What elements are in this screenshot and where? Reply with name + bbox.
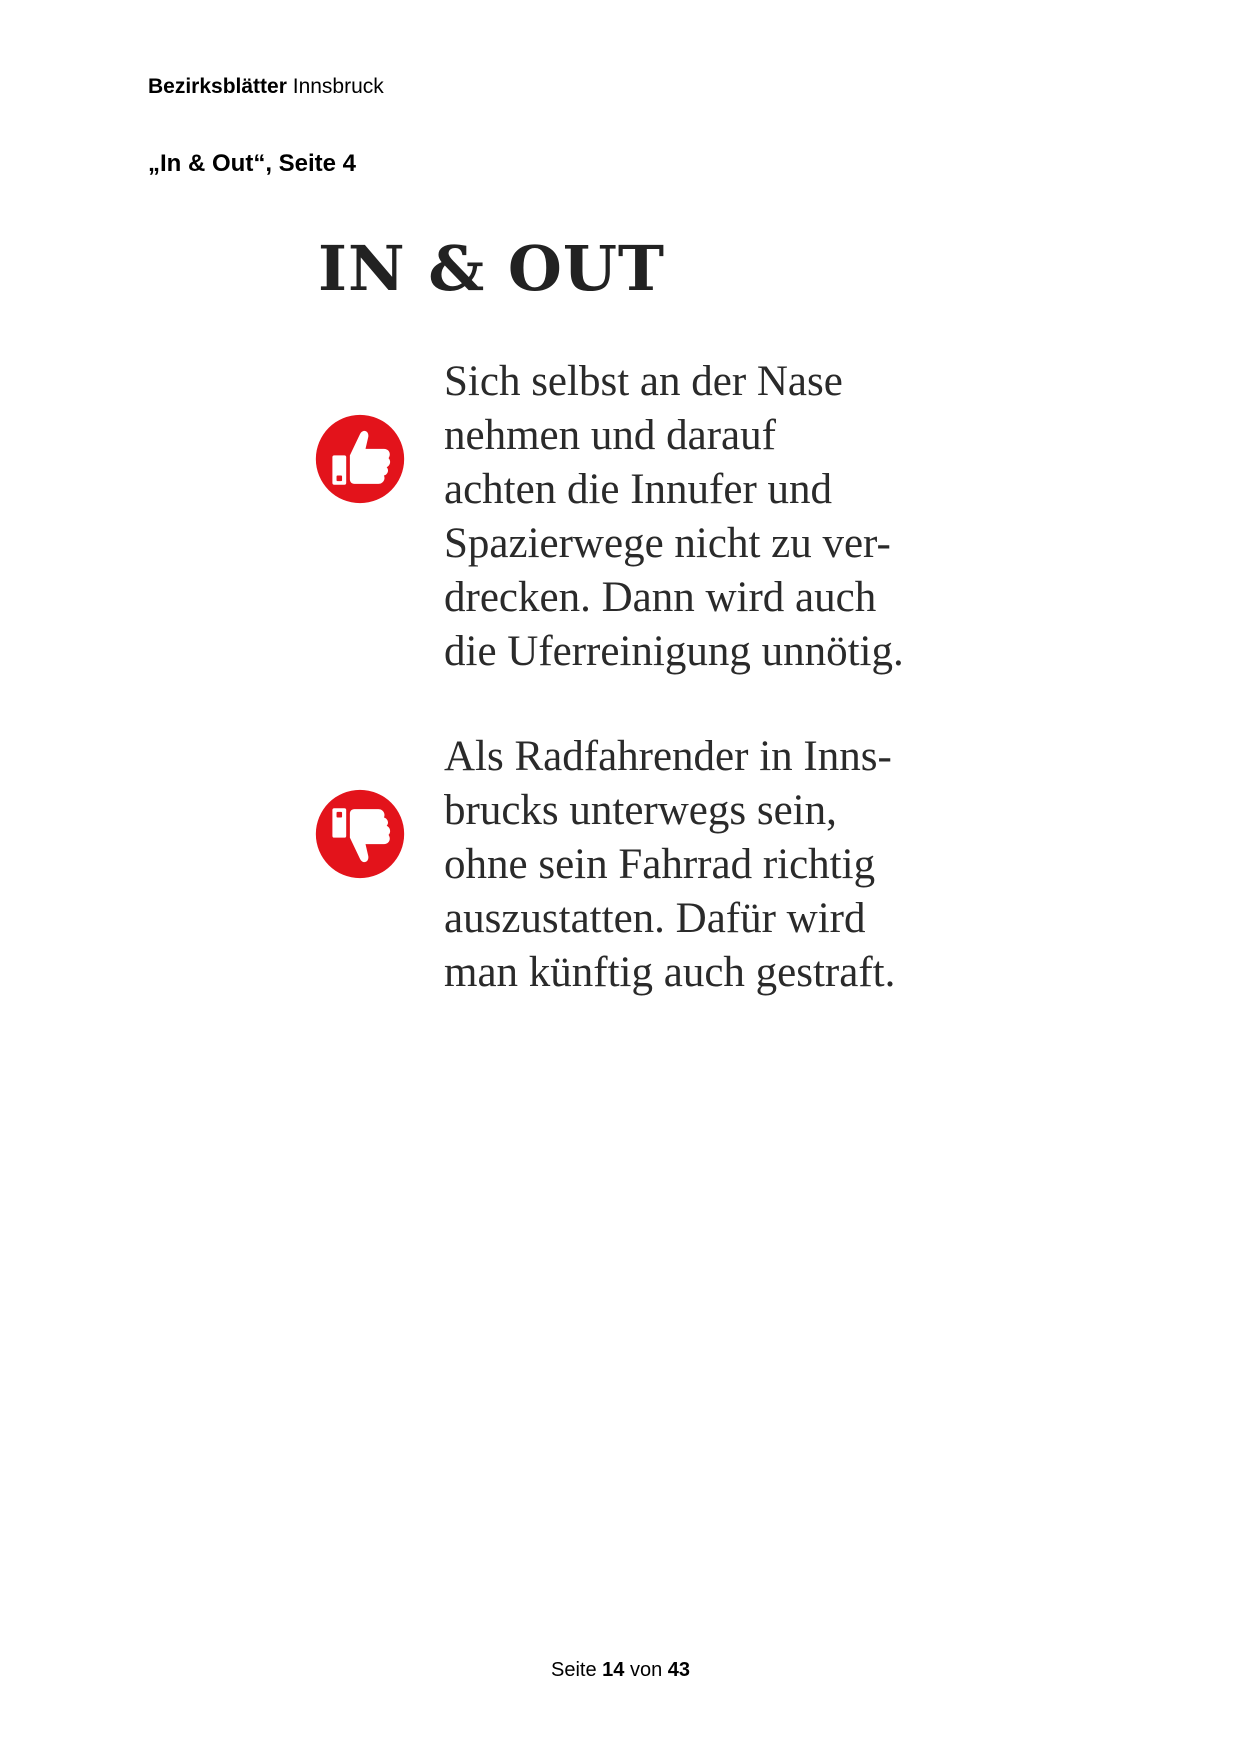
footer-prefix: Seite (550, 1659, 597, 1681)
publication-name: Bezirksblätter (148, 75, 287, 98)
in-entry-text: Sich selbst an der Nase nehmen und darauf achten die Innufer und Spazierwege nicht zu ver- drecken. Dann wird auch die Uferreinigung unnötig. (444, 358, 904, 675)
thumbs-down-icon (314, 788, 406, 880)
clipping-title: IN & OUT (318, 232, 666, 305)
section-title: „In & Out“, Seite 4 (148, 150, 357, 177)
page-footer (0, 1657, 1241, 1683)
newspaper-clipping (300, 225, 980, 1025)
total-pages-number: 43 (667, 1659, 691, 1681)
publication-region: Innsbruck (292, 75, 384, 98)
current-page-number: 14 (602, 1659, 625, 1681)
out-entry-text: Als Radfahrender in Inns- brucks unterwegs sein, ohne sein Fahrrad richtig auszustatten. Dafür wird man künftig auch gestraft. (444, 733, 896, 996)
footer-separator: von (629, 1659, 663, 1681)
thumbs-up-icon (314, 413, 406, 505)
publication-header (148, 73, 384, 101)
